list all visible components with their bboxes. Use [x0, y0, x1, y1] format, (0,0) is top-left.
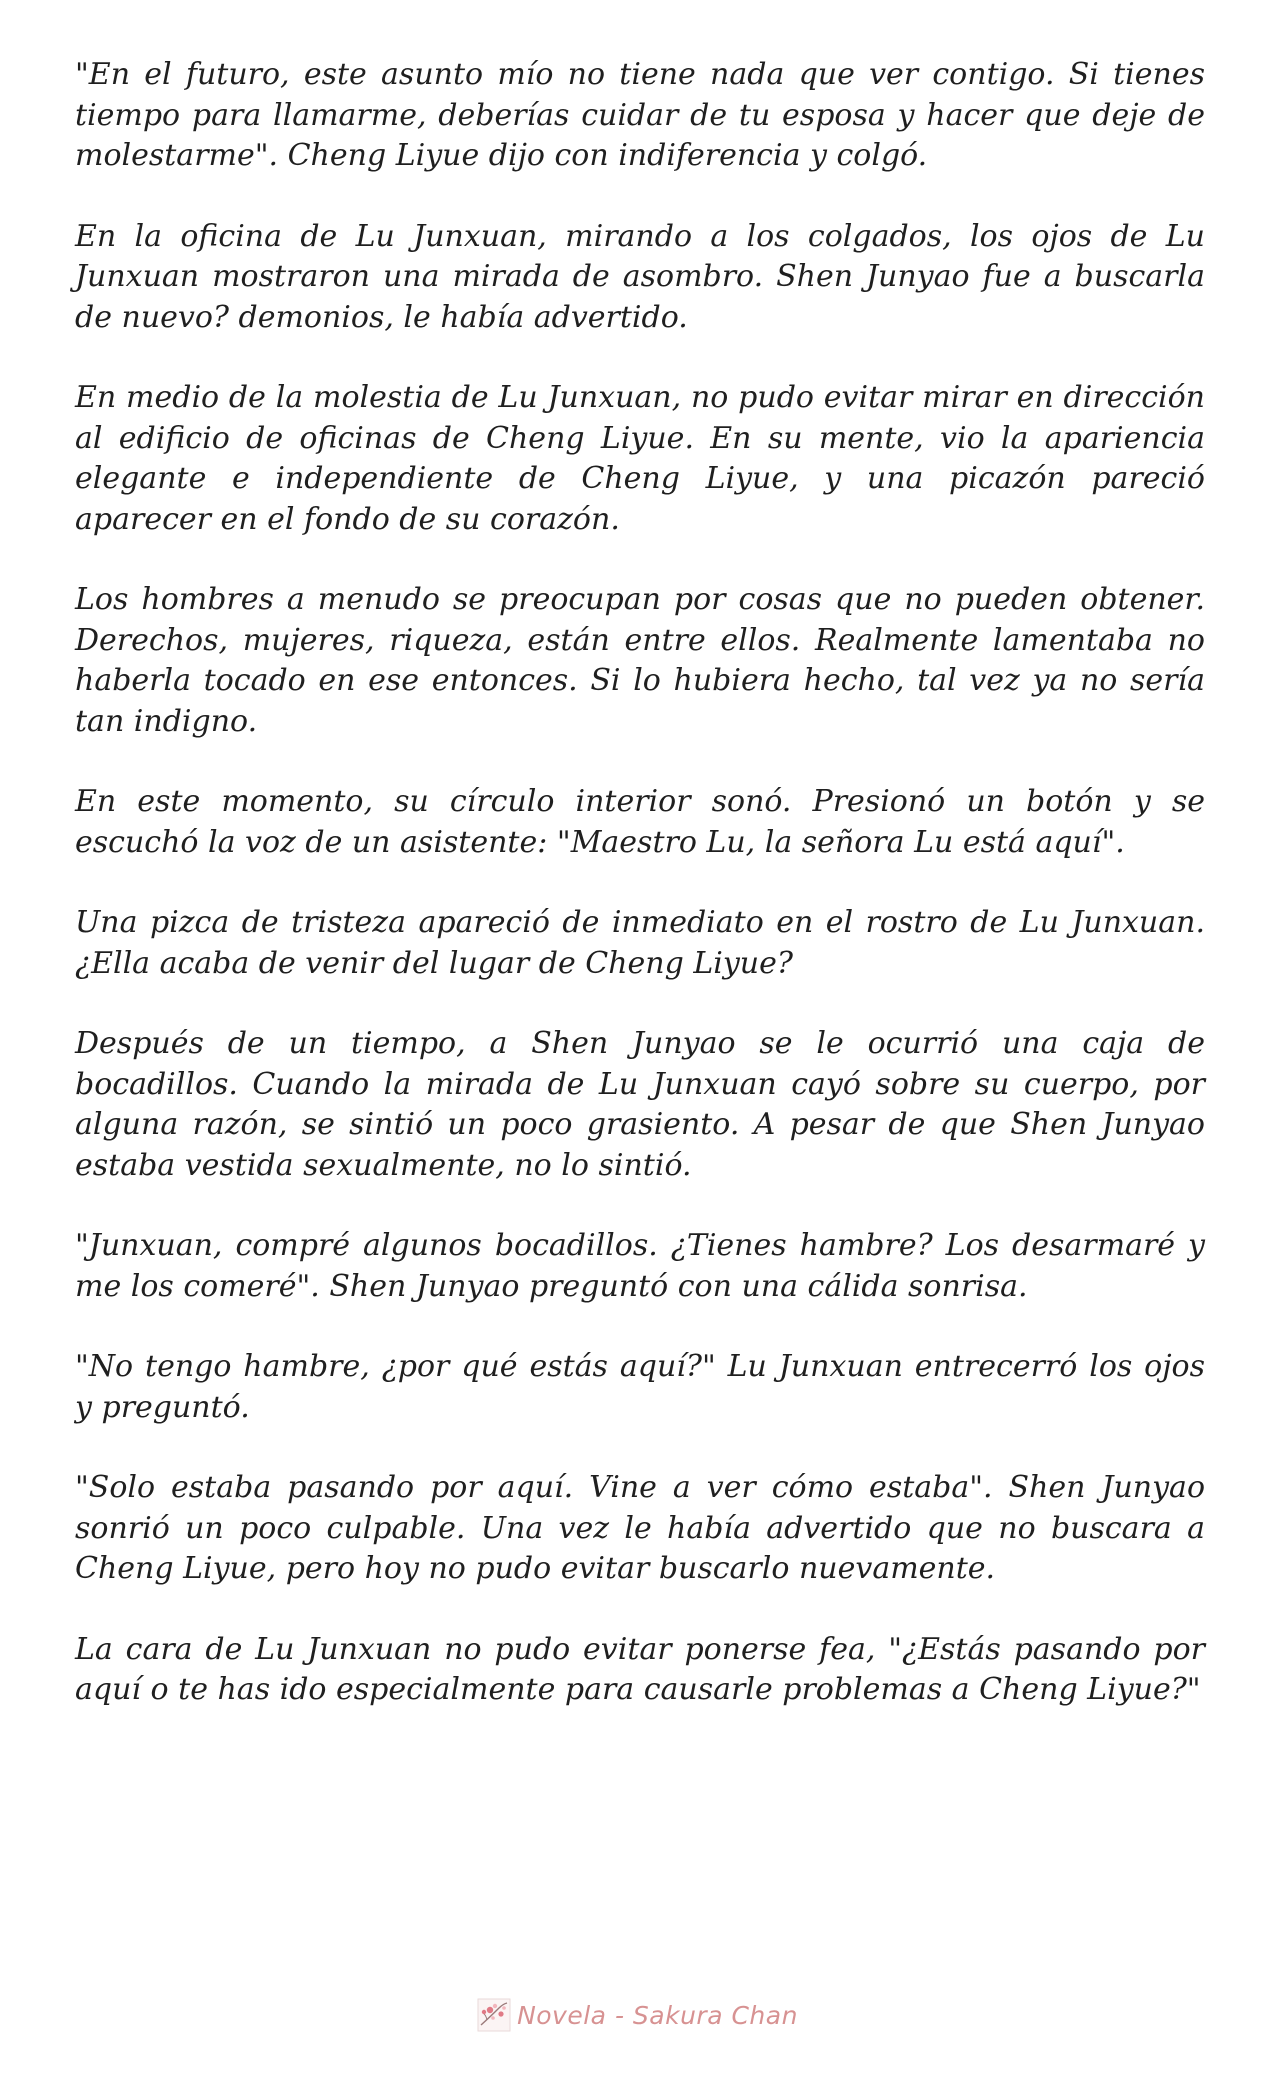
paragraph-8: "Junxuan, compré algunos bocadillos. ¿Tienes hambre? Los desarmaré y me los comeré". Shen Junyao preguntó con una cálida sonrisa. [75, 1228, 1205, 1304]
sakura-flower-icon [477, 1998, 511, 2032]
footer-watermark [0, 1995, 1275, 2035]
paragraph-9: "No tengo hambre, ¿por qué estás aquí?" Lu Junxuan entrecerró los ojos y preguntó. [75, 1349, 1205, 1425]
paragraph-11: La cara de Lu Junxuan no pudo evitar ponerse fea, "¿Estás pasando por aquí o te has ido especialmente para causarle problemas a Cheng Liyue?" [75, 1631, 1205, 1707]
paragraph-7: Después de un tiempo, a Shen Junyao se le ocurrió una caja de bocadillos. Cuando la mirada de Lu Junxuan cayó sobre su cuerpo, por alguna razón, se sintió un poco grasiento. A pesar de que Shen Junyao estaba vestida sexualmente, no lo sintió. [75, 1026, 1205, 1183]
paragraph-5: En este momento, su círculo interior sonó. Presionó un botón y se escuchó la voz de un asistente: "Maestro Lu, la señora Lu está aquí". [75, 784, 1205, 860]
paragraph-2: En la oficina de Lu Junxuan, mirando a los colgados, los ojos de Lu Junxuan mostraron una mirada de asombro. Shen Junyao fue a buscarla de nuevo? demonios, le había advertido. [75, 218, 1205, 335]
paragraph-6: Una pizca de tristeza apareció de inmediato en el rostro de Lu Junxuan. ¿Ella acaba de venir del lugar de Cheng Liyue? [75, 905, 1205, 981]
paragraph-10: "Solo estaba pasando por aquí. Vine a ver cómo estaba". Shen Junyao sonrió un poco culpable. Una vez le había advertido que no buscara a Cheng Liyue, pero hoy no pudo evitar buscarlo nuevamente. [75, 1470, 1205, 1586]
paragraph-4: Los hombres a menudo se preocupan por cosas que no pueden obtener. Derechos, mujeres, riqueza, están entre ellos. Realmente lamentaba no haberla tocado en ese entonces. Si lo hubiera hecho, tal vez ya no sería tan indigno. [75, 582, 1205, 739]
paragraph-1: "En el futuro, este asunto mío no tiene nada que ver contigo. Si tienes tiempo para llamarme, deberías cuidar de tu esposa y hacer que deje de molestarme". Cheng Liyue dijo con indiferencia y colgó. [75, 57, 1205, 173]
document-body [75, 55, 1205, 1751]
paragraph-3: En medio de la molestia de Lu Junxuan, no pudo evitar mirar en dirección al edificio de oficinas de Cheng Liyue. En su mente, vio la apariencia elegante e independiente de Cheng Liyue, y una picazón pareció aparecer en el fondo de su corazón. [75, 380, 1205, 537]
footer-text: Novela - Sakura Chan [517, 2000, 798, 2030]
